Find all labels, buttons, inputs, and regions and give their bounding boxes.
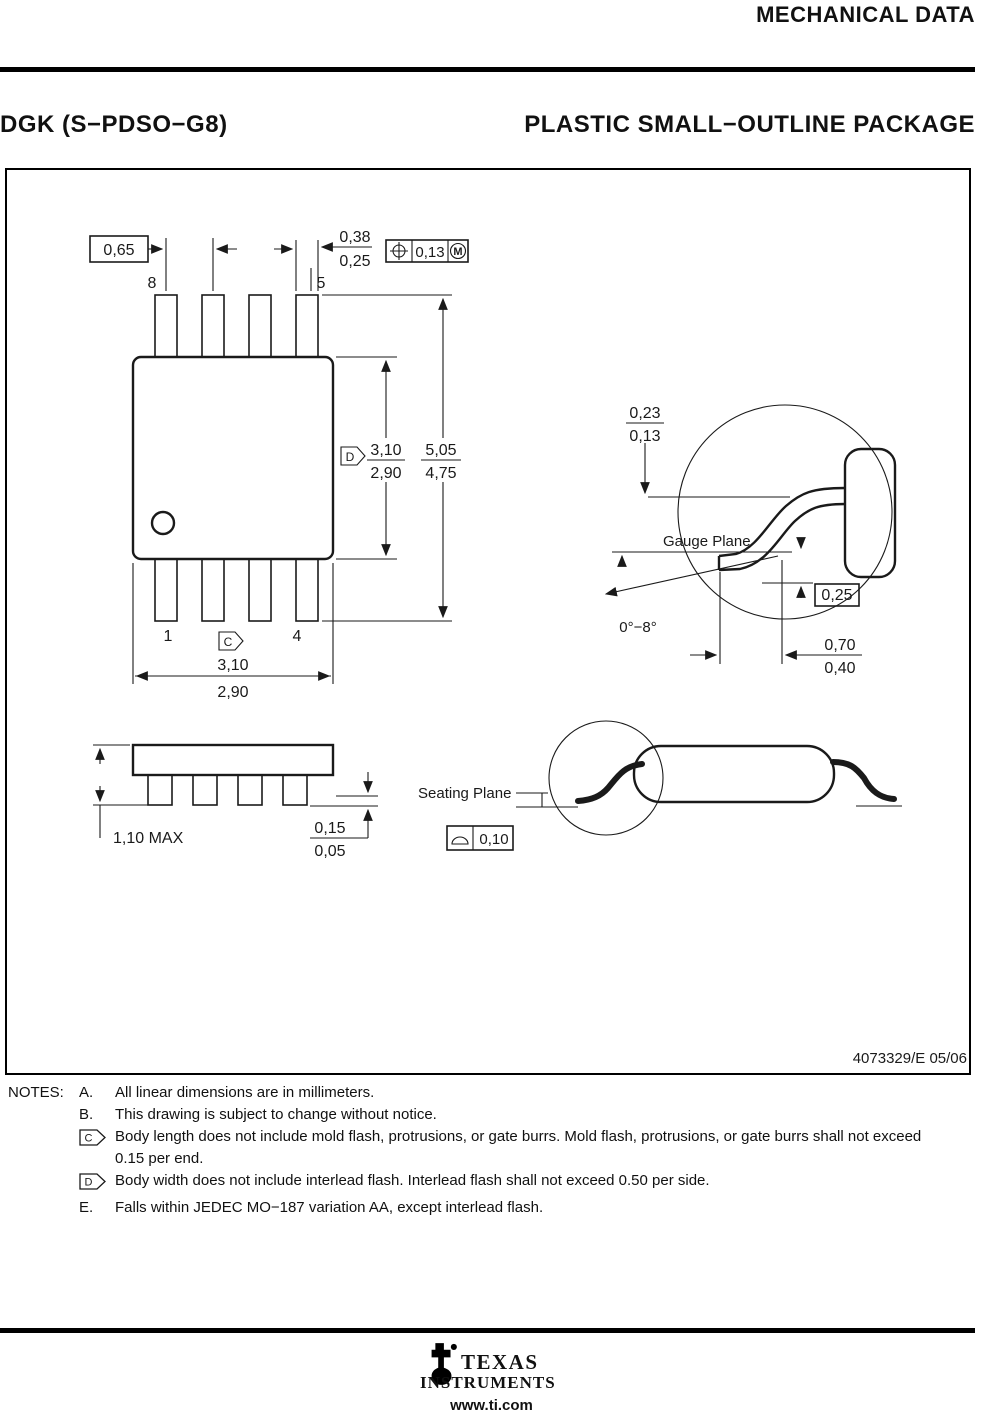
pin-number-4: 4 <box>292 628 302 645</box>
ti-brand-texas: TEXAS <box>461 1350 539 1374</box>
flag-c-icon <box>79 1126 115 1153</box>
left-lead <box>578 764 642 801</box>
body-side-profile <box>634 746 834 802</box>
dim-body-length-max: 3,10 <box>217 657 249 674</box>
dim-gauge-offset: 0,25 <box>821 587 853 604</box>
dim-flatness: 0,10 <box>479 831 509 848</box>
dim-body-width-min: 2,90 <box>370 465 402 482</box>
detail-circle <box>678 405 892 619</box>
note-text: All linear dimensions are in millimeters. <box>115 1084 375 1101</box>
note-text: This drawing is subject to change without notice. <box>115 1106 437 1123</box>
lead-detail-view <box>606 405 895 677</box>
dim-package-height: 1,10 MAX <box>113 830 184 847</box>
pin-number-1: 1 <box>163 628 173 645</box>
note-key: E. <box>79 1199 94 1216</box>
note-text: Falls within JEDEC MO−187 variation AA, except interlead flash. <box>115 1199 544 1216</box>
dim-span-min: 4,75 <box>425 465 457 482</box>
pin-number-8: 8 <box>147 275 157 292</box>
dim-standoff-min: 0,05 <box>314 843 346 860</box>
note-key: A. <box>79 1084 94 1101</box>
mmc-modifier-letter: M <box>453 246 463 258</box>
doc-number: 4073329/E 05/06 <box>852 1050 967 1067</box>
package-code: DGK (S−PDSO−G8) <box>0 111 228 138</box>
seating-plane-label: Seating Plane <box>418 785 512 802</box>
notes-section <box>0 1082 983 1219</box>
mechanical-drawing <box>7 170 969 1073</box>
note-row-a <box>79 1082 938 1104</box>
note-row-d <box>79 1170 938 1197</box>
dim-body-width-max: 3,10 <box>370 442 402 459</box>
note-text: Body length does not include mold flash, protrusions, or gate burrs. Mold flash, protrusions, or gate burrs shall not exceed 0.15 per end. <box>115 1128 922 1167</box>
ti-url: www.ti.com <box>450 1397 533 1414</box>
dim-pitch-value: 0,65 <box>103 242 135 259</box>
top-rule <box>0 67 975 72</box>
dim-foot-length-max: 0,70 <box>824 637 856 654</box>
note-row-e <box>79 1197 938 1219</box>
dim-lead-angle: 0°−8° <box>619 619 657 636</box>
side-view <box>93 745 378 860</box>
gauge-plane-label: Gauge Plane <box>663 533 751 550</box>
note-text: Body width does not include interlead flash. Interlead flash shall not exceed 0.50 per side. <box>115 1172 710 1189</box>
note-key: B. <box>79 1106 94 1123</box>
mechanical-drawing-frame <box>5 168 971 1075</box>
dim-body-width <box>336 357 405 559</box>
notes-label: NOTES: <box>8 1084 64 1101</box>
page-title: MECHANICAL DATA <box>756 2 975 27</box>
bottom-rule <box>0 1328 975 1333</box>
flag-d-icon <box>79 1170 115 1197</box>
dim-lead-width-min: 0,25 <box>339 253 371 270</box>
flatness-symbol-icon <box>452 837 468 844</box>
svg-text:D: D <box>84 1176 93 1189</box>
body-end-section <box>845 449 895 577</box>
dim-pitch <box>90 236 237 291</box>
right-lead <box>833 762 894 799</box>
tolerance-frame <box>386 240 468 262</box>
dim-span-max: 5,05 <box>425 442 457 459</box>
tolerance-value: 0,13 <box>415 244 445 261</box>
note-row-c <box>79 1126 938 1170</box>
foot-detail-circle <box>549 721 663 835</box>
dim-standoff-max: 0,15 <box>314 820 346 837</box>
package-description: PLASTIC SMALL−OUTLINE PACKAGE <box>524 111 975 138</box>
ti-brand-instruments: INSTRUMENTS <box>420 1373 556 1392</box>
dim-lead-thickness-max: 0,23 <box>629 405 661 422</box>
top-view-plan <box>133 275 333 645</box>
flag-d-letter: D <box>345 450 355 464</box>
pin-number-5: 5 <box>316 275 326 292</box>
dim-lead-thickness-min: 0,13 <box>629 428 661 445</box>
dim-foot-length-min: 0,40 <box>824 660 856 677</box>
dim-lead-width-max: 0,38 <box>339 229 371 246</box>
dim-body-length-min: 2,90 <box>217 684 249 701</box>
svg-text:C: C <box>84 1132 93 1145</box>
seating-plane-view <box>418 721 902 850</box>
note-row-b <box>79 1104 938 1126</box>
flag-c-letter: C <box>223 635 233 649</box>
